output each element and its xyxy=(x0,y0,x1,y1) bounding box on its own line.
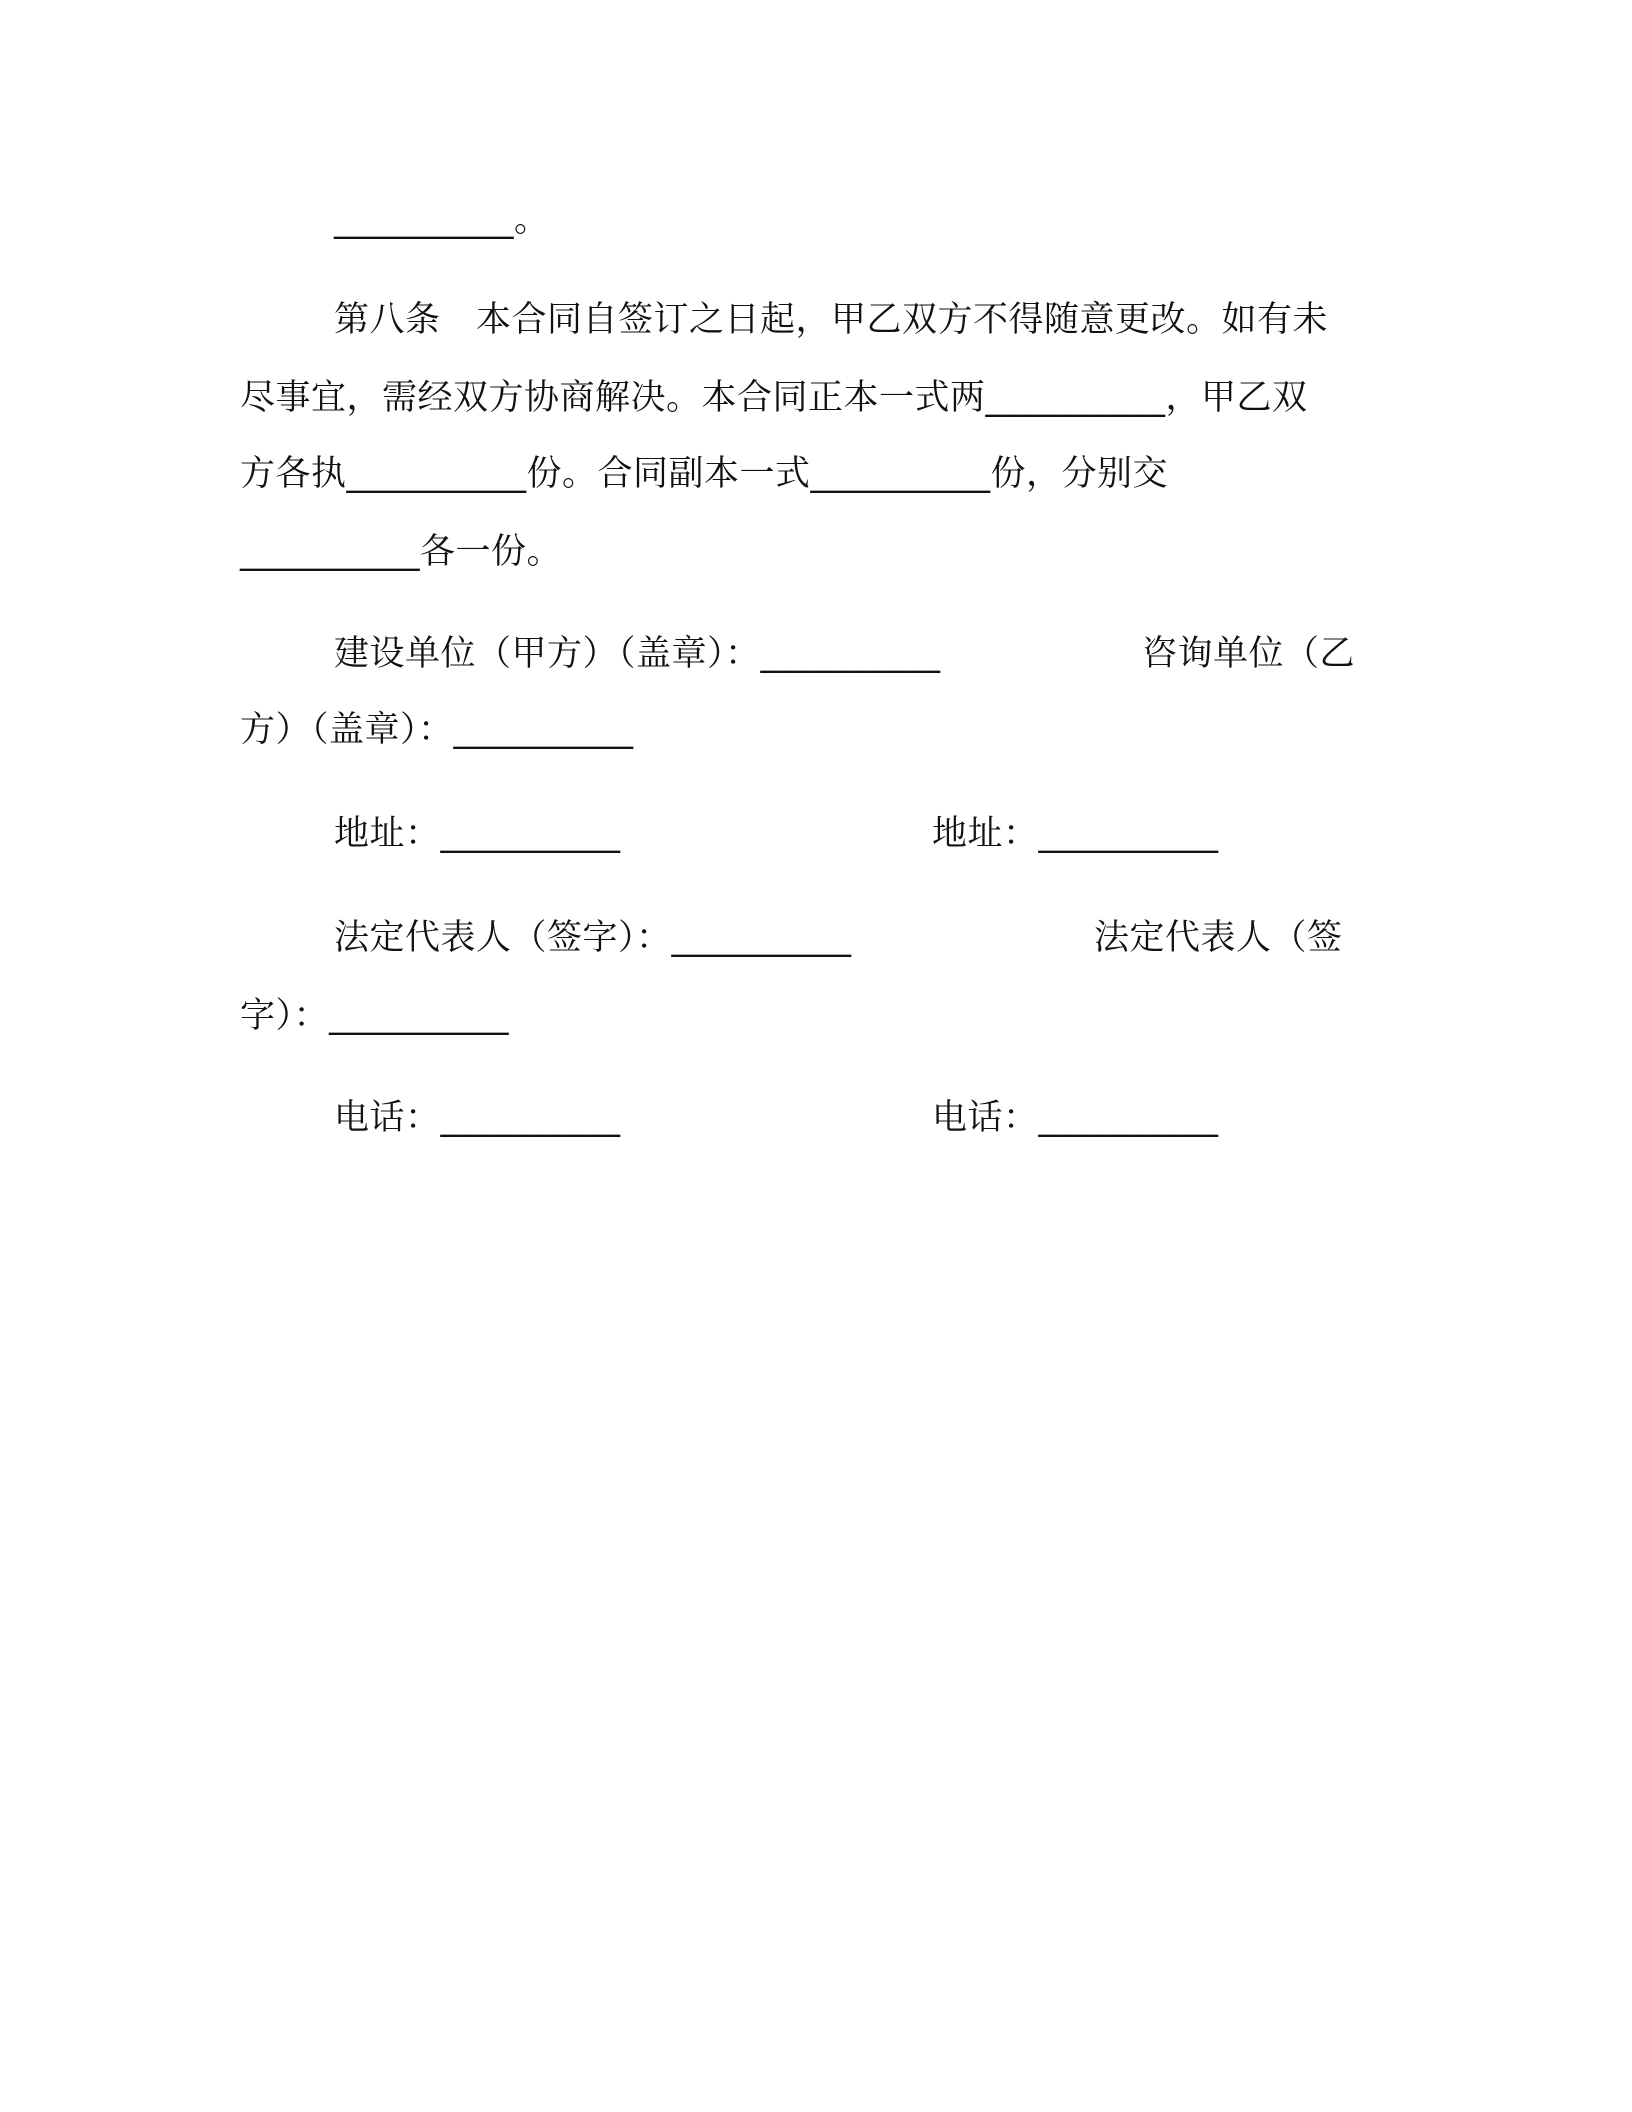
article-eight-line-1: 第八条 本合同自签订之日起，甲乙双方不得随意更改。如有未 xyxy=(334,300,1329,340)
party-a-representative: 法定代表人（签字）：__________ xyxy=(334,918,852,958)
party-b-representative-line-2: 字）：__________ xyxy=(240,996,510,1036)
party-a-seal: 建设单位（甲方）（盖章）：__________ xyxy=(334,634,941,674)
party-b-representative-line-1: 法定代表人（签 xyxy=(1094,918,1343,958)
article-eight-line-4: __________各一份。 xyxy=(240,532,563,572)
party-a-address: 地址：__________ xyxy=(334,814,621,854)
party-b-seal-line-1: 咨询单位（乙 xyxy=(1142,634,1356,674)
clause-continuation: __________。 xyxy=(334,200,550,240)
article-eight-line-2: 尽事宜，需经双方协商解决。本合同正本一式两__________，甲乙双 xyxy=(240,378,1308,418)
article-eight-line-3: 方各执__________份。合同副本一式__________份，分别交 xyxy=(240,454,1169,494)
party-a-phone: 电话：__________ xyxy=(334,1098,621,1138)
party-b-seal-line-2: 方）（盖章）：__________ xyxy=(240,710,634,750)
party-b-phone: 电话：__________ xyxy=(932,1098,1219,1138)
party-b-address: 地址：__________ xyxy=(932,814,1219,854)
